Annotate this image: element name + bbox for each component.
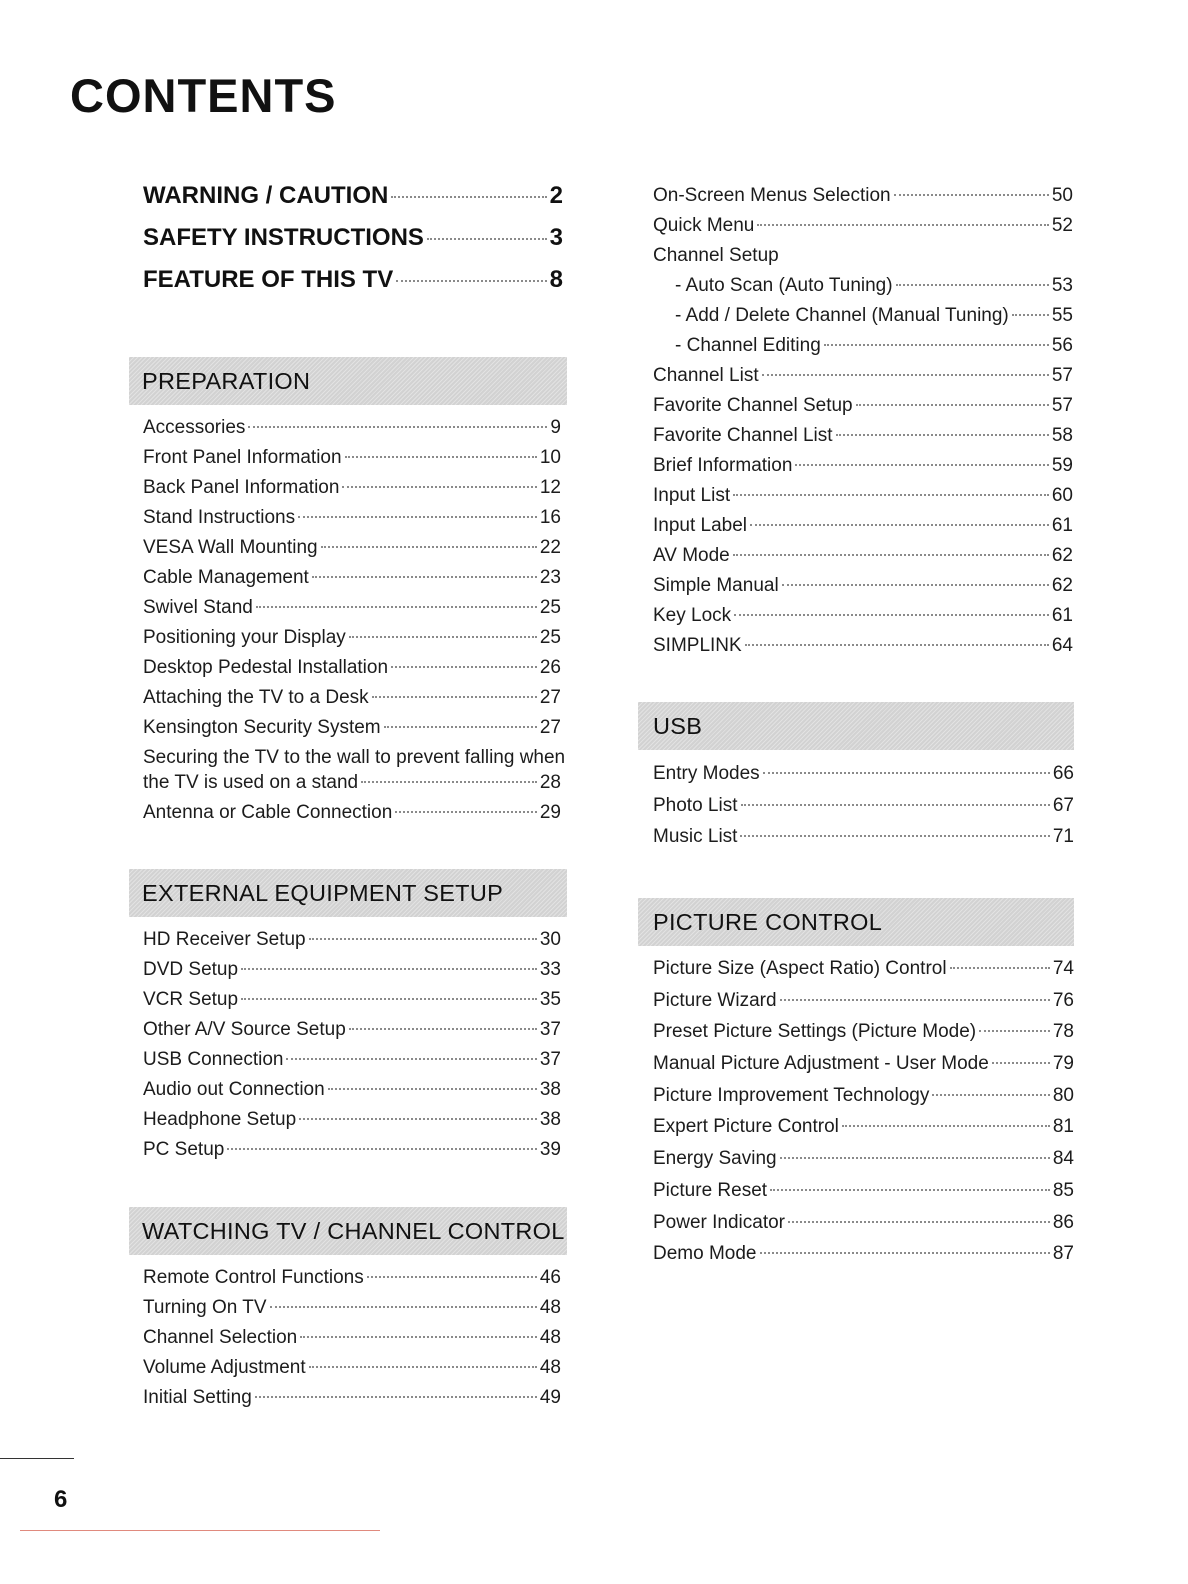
entry-page: 59 bbox=[1051, 455, 1073, 476]
toc-entry-feature-of-this-tv[interactable] bbox=[143, 266, 563, 294]
entry-title: Favorite Channel List bbox=[653, 425, 833, 446]
section-header-picture-control: PICTURE CONTROL bbox=[638, 898, 1074, 946]
entry-page: 81 bbox=[1052, 1116, 1074, 1138]
entry-page: 87 bbox=[1052, 1243, 1074, 1265]
entry-page: 76 bbox=[1052, 989, 1074, 1011]
section-preparation bbox=[129, 357, 567, 828]
entry-page: 37 bbox=[539, 1019, 561, 1040]
entry-page: 22 bbox=[539, 537, 561, 558]
toc-entry[interactable] bbox=[143, 503, 561, 533]
entry-page: 38 bbox=[539, 1109, 561, 1130]
entry-title: Entry Modes bbox=[653, 763, 760, 784]
entry-title: Positioning your Display bbox=[143, 627, 346, 648]
entry-page: 38 bbox=[539, 1079, 561, 1100]
footer-rule bbox=[0, 1458, 74, 1459]
entry-title: Channel Setup bbox=[653, 245, 779, 266]
page-number: 6 bbox=[54, 1486, 68, 1513]
toc-entry[interactable] bbox=[143, 473, 561, 503]
toc-entry-safety-instructions[interactable] bbox=[143, 224, 563, 252]
entry-title: Power Indicator bbox=[653, 1211, 786, 1233]
entry-page: 29 bbox=[539, 802, 561, 823]
entry-page: 55 bbox=[1051, 305, 1073, 326]
entry-title: Demo Mode bbox=[653, 1243, 757, 1265]
toc-entry[interactable] bbox=[143, 1045, 561, 1075]
entry-title: Picture Wizard bbox=[653, 989, 777, 1011]
entry-page: 30 bbox=[539, 929, 561, 950]
section-watching-tv bbox=[129, 1207, 567, 1413]
entry-page: 86 bbox=[1052, 1211, 1074, 1233]
entry-title: Input Label bbox=[653, 515, 748, 536]
entry-title: Kensington Security System bbox=[143, 717, 381, 738]
entry-page: 25 bbox=[539, 627, 561, 648]
entry-title: SIMPLINK bbox=[653, 635, 742, 656]
entry-title: Favorite Channel Setup bbox=[653, 395, 853, 416]
toc-entry[interactable] bbox=[653, 631, 1073, 661]
entry-page: 71 bbox=[1052, 826, 1074, 848]
toc-entry[interactable] bbox=[653, 1048, 1074, 1080]
entry-page: 61 bbox=[1051, 515, 1073, 536]
entry-title: WARNING / CAUTION bbox=[143, 182, 389, 209]
toc-entry[interactable] bbox=[143, 623, 561, 653]
entry-page: 48 bbox=[539, 1327, 561, 1348]
entry-title: - Auto Scan (Auto Tuning) bbox=[675, 275, 893, 296]
toc-entry[interactable] bbox=[653, 985, 1074, 1017]
entry-page: 74 bbox=[1052, 958, 1074, 979]
entry-page: 16 bbox=[539, 507, 561, 528]
entry-title: Simple Manual bbox=[653, 575, 779, 596]
section-header-usb: USB bbox=[638, 702, 1074, 750]
entry-title: Headphone Setup bbox=[143, 1109, 297, 1130]
entry-title: Picture Reset bbox=[653, 1179, 768, 1201]
toc-entry[interactable] bbox=[143, 798, 561, 828]
entry-title: Stand Instructions bbox=[143, 507, 296, 528]
entry-page: 58 bbox=[1051, 425, 1073, 446]
toc-entry[interactable] bbox=[653, 511, 1073, 541]
entry-title-line2: the TV is used on a stand bbox=[143, 772, 359, 793]
entry-title: Antenna or Cable Connection bbox=[143, 802, 393, 823]
entry-title: Remote Control Functions bbox=[143, 1267, 364, 1288]
entry-page: 62 bbox=[1051, 545, 1073, 566]
entry-title: Music List bbox=[653, 826, 738, 848]
toc-entry[interactable] bbox=[653, 601, 1073, 631]
entry-page: 84 bbox=[1052, 1148, 1074, 1170]
bottom-rule bbox=[20, 1530, 380, 1531]
section-header-watching-tv: WATCHING TV / CHANNEL CONTROL bbox=[129, 1207, 567, 1255]
section-header-preparation: PREPARATION bbox=[129, 357, 567, 405]
entry-page: 23 bbox=[539, 567, 561, 588]
toc-entry-securing-tv[interactable] bbox=[143, 743, 566, 798]
entry-page: 26 bbox=[539, 657, 561, 678]
entry-title: Picture Size (Aspect Ratio) Control bbox=[653, 958, 947, 979]
entry-title: Brief Information bbox=[653, 455, 793, 476]
entry-title: VESA Wall Mounting bbox=[143, 537, 318, 558]
entry-title: Preset Picture Settings (Picture Mode) bbox=[653, 1021, 977, 1043]
toc-entry[interactable] bbox=[143, 955, 561, 985]
toc-entry[interactable] bbox=[653, 1238, 1074, 1270]
section-picture-control bbox=[638, 898, 1074, 1270]
entry-title: Swivel Stand bbox=[143, 597, 253, 618]
entry-title: - Channel Editing bbox=[675, 335, 821, 356]
toc-entry[interactable] bbox=[653, 1143, 1074, 1175]
toc-entry[interactable] bbox=[143, 1015, 561, 1045]
entry-title: Accessories bbox=[143, 417, 246, 438]
entry-page: 48 bbox=[539, 1357, 561, 1378]
toc-entry[interactable] bbox=[143, 1075, 561, 1105]
entry-title: Energy Saving bbox=[653, 1148, 777, 1170]
toc-entry[interactable] bbox=[653, 1175, 1074, 1207]
toc-entry[interactable] bbox=[653, 421, 1073, 451]
entry-title: USB Connection bbox=[143, 1049, 284, 1070]
entry-title: Channel Selection bbox=[143, 1327, 298, 1348]
toc-entry[interactable] bbox=[143, 563, 561, 593]
toc-entry[interactable] bbox=[143, 653, 561, 683]
entry-title: Front Panel Information bbox=[143, 447, 342, 468]
toc-entry-channel-setup[interactable] bbox=[653, 241, 1073, 271]
entry-page: 10 bbox=[539, 447, 561, 468]
toc-entry[interactable] bbox=[653, 541, 1073, 571]
toc-entry[interactable] bbox=[653, 758, 1074, 790]
entry-page: 27 bbox=[539, 717, 561, 738]
entry-title: Expert Picture Control bbox=[653, 1116, 839, 1138]
entry-page: 85 bbox=[1052, 1179, 1074, 1201]
entry-title: Turning On TV bbox=[143, 1297, 267, 1318]
toc-entry[interactable] bbox=[143, 925, 561, 955]
entry-page: 8 bbox=[549, 266, 563, 293]
toc-entry[interactable] bbox=[653, 181, 1073, 211]
entry-page: 28 bbox=[539, 772, 561, 793]
entry-title: VCR Setup bbox=[143, 989, 239, 1010]
entry-page: 64 bbox=[1051, 635, 1073, 656]
entry-title: Desktop Pedestal Installation bbox=[143, 657, 389, 678]
entry-page: 48 bbox=[539, 1297, 561, 1318]
major-entries bbox=[143, 182, 563, 294]
entry-title: FEATURE OF THIS TV bbox=[143, 266, 394, 293]
entry-page: 57 bbox=[1051, 395, 1073, 416]
entry-page: 37 bbox=[539, 1049, 561, 1070]
entry-title: Picture Improvement Technology bbox=[653, 1084, 930, 1106]
toc-entry[interactable] bbox=[143, 413, 561, 443]
entry-title: Back Panel Information bbox=[143, 477, 340, 498]
toc-entry[interactable] bbox=[143, 1383, 561, 1413]
toc-entry[interactable] bbox=[143, 1353, 561, 1383]
toc-entry[interactable] bbox=[653, 211, 1073, 241]
watching-continued bbox=[653, 181, 1073, 661]
entry-title-line1: Securing the TV to the wall to prevent falling when bbox=[143, 747, 566, 768]
entry-title: Input List bbox=[653, 485, 731, 506]
entry-title: Audio out Connection bbox=[143, 1079, 325, 1100]
entry-page: 60 bbox=[1051, 485, 1073, 506]
toc-entry[interactable] bbox=[653, 1080, 1074, 1112]
entry-title: DVD Setup bbox=[143, 959, 239, 980]
entry-title: Other A/V Source Setup bbox=[143, 1019, 346, 1040]
entry-page: 35 bbox=[539, 989, 561, 1010]
toc-subentry[interactable] bbox=[653, 271, 1073, 301]
entry-title: Photo List bbox=[653, 794, 738, 816]
toc-entry[interactable] bbox=[143, 1263, 561, 1293]
entry-title: Key Lock bbox=[653, 605, 732, 626]
entry-title: Quick Menu bbox=[653, 215, 755, 236]
entry-page: 50 bbox=[1051, 185, 1073, 206]
entry-page: 61 bbox=[1051, 605, 1073, 626]
entry-title: Manual Picture Adjustment - User Mode bbox=[653, 1053, 989, 1075]
entry-page: 2 bbox=[549, 182, 563, 209]
toc-entry[interactable] bbox=[653, 1207, 1074, 1239]
entry-page: 33 bbox=[539, 959, 561, 980]
entry-page: 56 bbox=[1051, 335, 1073, 356]
toc-entry-warning-caution[interactable] bbox=[143, 182, 563, 210]
entry-page: 67 bbox=[1052, 794, 1074, 816]
toc-subentry[interactable] bbox=[653, 331, 1073, 361]
entry-page: 27 bbox=[539, 687, 561, 708]
entry-title: PC Setup bbox=[143, 1139, 225, 1160]
entry-page: 46 bbox=[539, 1267, 561, 1288]
entry-page: 39 bbox=[539, 1139, 561, 1160]
toc-entry[interactable] bbox=[143, 1135, 561, 1165]
toc-entry[interactable] bbox=[653, 571, 1073, 601]
toc-entry[interactable] bbox=[143, 1293, 561, 1323]
toc-entry[interactable] bbox=[653, 481, 1073, 511]
entry-page: 78 bbox=[1052, 1021, 1074, 1043]
entry-title: Channel List bbox=[653, 365, 759, 386]
entry-title: Attaching the TV to a Desk bbox=[143, 687, 369, 708]
entry-page: 12 bbox=[539, 477, 561, 498]
entry-title: Volume Adjustment bbox=[143, 1357, 306, 1378]
entry-title: Cable Management bbox=[143, 567, 309, 588]
entry-page: 3 bbox=[549, 224, 563, 251]
toc-entry[interactable] bbox=[143, 533, 561, 563]
entry-page: 57 bbox=[1051, 365, 1073, 386]
toc-entry[interactable] bbox=[143, 1323, 561, 1353]
toc-entry[interactable] bbox=[143, 683, 561, 713]
toc-entry[interactable] bbox=[653, 451, 1073, 481]
page-title: CONTENTS bbox=[70, 69, 337, 122]
section-external-equipment bbox=[129, 869, 567, 1165]
toc-entry[interactable] bbox=[653, 361, 1073, 391]
entry-page: 79 bbox=[1052, 1053, 1074, 1075]
entry-title: Initial Setting bbox=[143, 1387, 252, 1408]
toc-entry[interactable] bbox=[143, 593, 561, 623]
toc-entry[interactable] bbox=[143, 1105, 561, 1135]
entry-page: 62 bbox=[1051, 575, 1073, 596]
section-header-external-equipment: EXTERNAL EQUIPMENT SETUP bbox=[129, 869, 567, 917]
toc-entry[interactable] bbox=[653, 790, 1074, 822]
entry-page: 53 bbox=[1051, 275, 1073, 296]
toc-entry[interactable] bbox=[143, 713, 561, 743]
toc-subentry[interactable] bbox=[653, 301, 1073, 331]
entry-page: 9 bbox=[550, 417, 561, 438]
entry-title: AV Mode bbox=[653, 545, 730, 566]
toc-entry[interactable] bbox=[143, 443, 561, 473]
section-usb bbox=[638, 702, 1074, 853]
toc-entry[interactable] bbox=[653, 953, 1074, 985]
entry-page: 49 bbox=[539, 1387, 561, 1408]
entry-title: On-Screen Menus Selection bbox=[653, 185, 891, 206]
entry-title: - Add / Delete Channel (Manual Tuning) bbox=[675, 305, 1009, 326]
toc-entry[interactable] bbox=[653, 821, 1074, 853]
entry-page: 80 bbox=[1052, 1084, 1074, 1106]
entry-page: 52 bbox=[1051, 215, 1073, 236]
toc-entry[interactable] bbox=[653, 391, 1073, 421]
entry-page: 25 bbox=[539, 597, 561, 618]
toc-entry[interactable] bbox=[143, 985, 561, 1015]
toc-entry[interactable] bbox=[653, 1016, 1074, 1048]
entry-title: HD Receiver Setup bbox=[143, 929, 306, 950]
entry-page: 66 bbox=[1052, 763, 1074, 784]
entry-title: SAFETY INSTRUCTIONS bbox=[143, 224, 424, 251]
toc-entry[interactable] bbox=[653, 1111, 1074, 1143]
